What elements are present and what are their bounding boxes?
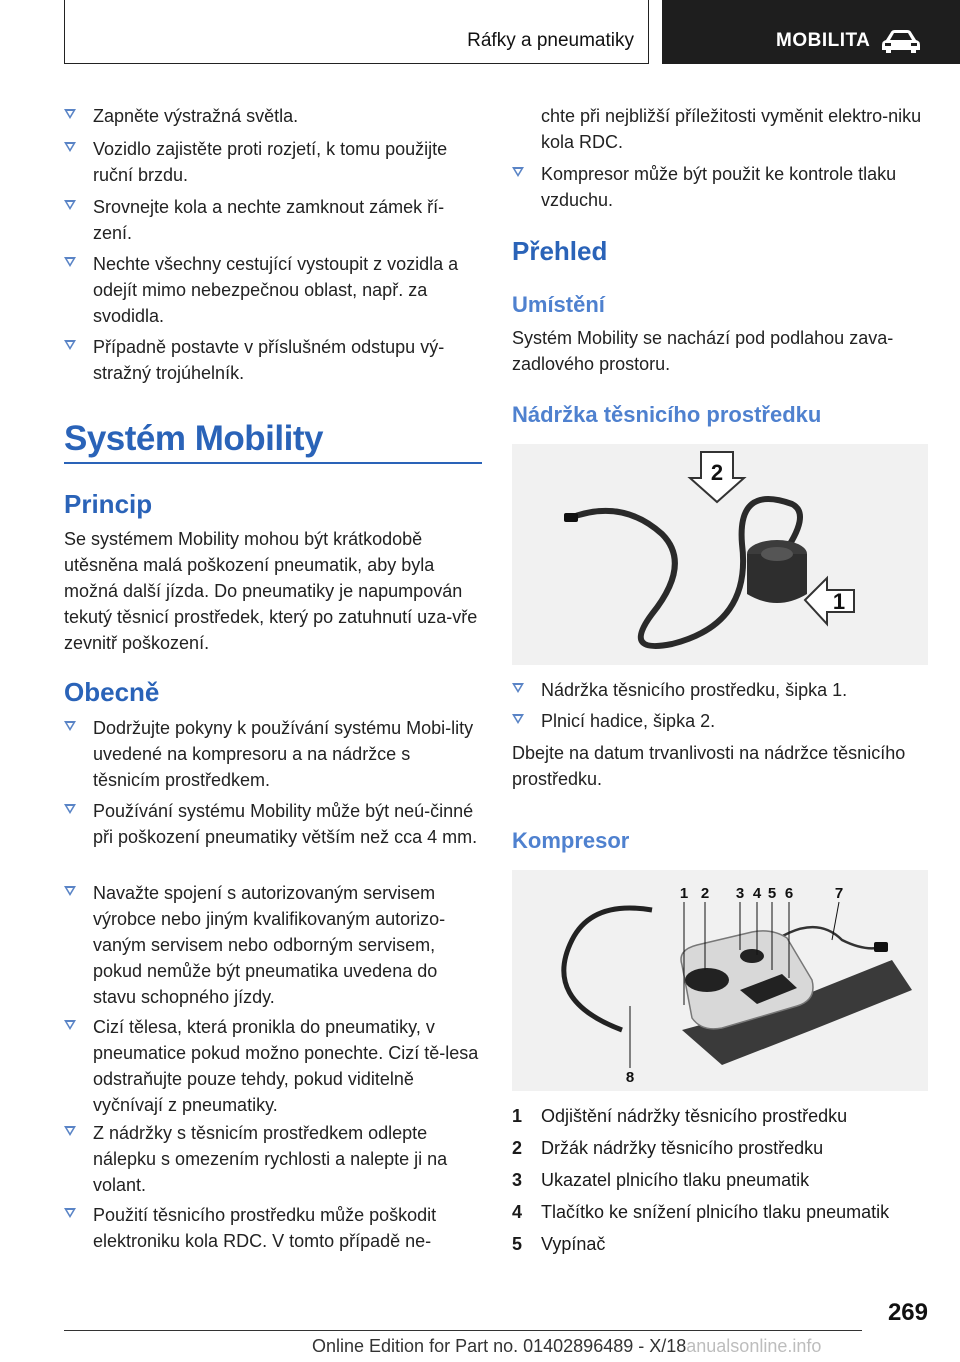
bullet-triangle-icon	[512, 714, 524, 724]
bullet-item: Z nádržky s těsnicím prostředkem odlepte nálepku s omezením rychlosti a nalepte ji na volant.	[64, 1120, 482, 1198]
bullet-triangle-icon	[64, 109, 76, 119]
bullet-item: Plnicí hadice, šipka 2.	[512, 708, 930, 734]
header-section-title: Ráfky a pneumatiky	[467, 30, 634, 51]
bullet-item: Kompresor může být použit ke kontrole tlaku vzduchu.	[512, 161, 930, 213]
bullet-triangle-icon	[64, 1126, 76, 1136]
bullet-triangle-icon	[64, 1020, 76, 1030]
page-number: 269	[887, 1299, 928, 1326]
principle-paragraph: Se systémem Mobility mohou být krátkodobě utěsněna malá poškození pneumatik, aby byla možná další jízda. Do pneumatiky je napumpován tekutý těsnicí prostředek, který po zatuhnutí uza-vře zevnitř poškození.	[64, 529, 478, 653]
footer-divider	[64, 1330, 862, 1331]
sealant-container-illustration	[512, 444, 928, 665]
bullet-item: Použití těsnicího prostředku může poškodit elektroniku kola RDC. V tomto případě ne-	[64, 1202, 482, 1254]
figure2-label-7: 7	[834, 885, 844, 902]
figure2-label-4: 4	[752, 885, 762, 902]
figure2-label-3: 3	[735, 885, 745, 902]
figure1-label-1: 1	[832, 589, 846, 614]
bullet-item: Nádržka těsnicího prostředku, šipka 1.	[512, 677, 930, 703]
sealant-container-figure	[512, 444, 928, 665]
figure2-label-5: 5	[767, 885, 777, 902]
bullet-item: Vozidlo zajistěte proti rozjetí, k tomu použijte ruční brzdu.	[64, 136, 482, 188]
bullet-item: Srovnejte kola a nechte zamknout zámek ří-zení.	[64, 194, 482, 246]
bullet-item: Cizí tělesa, která pronikla do pneumatiky, v pneumatice pokud možno ponechte. Cizí tě-lesa odstraňujte pouze tehdy, pokud viditelně vyčnívají z pneumatiky.	[64, 1014, 482, 1118]
bullet-triangle-icon	[64, 721, 76, 731]
bullet-triangle-icon	[64, 200, 76, 210]
car-icon	[880, 28, 922, 54]
figure2-label-6: 6	[784, 885, 794, 902]
bullet-item: Zapněte výstražná světla.	[64, 103, 482, 129]
general-heading: Obecně	[64, 677, 160, 707]
figure2-label-8: 8	[625, 1069, 635, 1086]
compressor-figure	[512, 870, 928, 1091]
bullet-item: Používání systému Mobility může být neú-činné při poškození pneumatiky větším než cca 4 mm.	[64, 798, 482, 850]
compressor-heading: Kompresor	[512, 828, 630, 853]
bullet-item: Dodržujte pokyny k používání systému Mobi-lity uvedené na kompresoru a na nádržce s těsnicím prostředkem.	[64, 715, 482, 793]
continuation-text: chte při nejbližší příležitosti vyměnit elektro-niku kola RDC.	[541, 106, 922, 152]
bullet-triangle-icon	[64, 1208, 76, 1218]
figure1-label-2: 2	[710, 460, 724, 485]
bullet-triangle-icon	[64, 804, 76, 814]
main-title-underline	[64, 462, 482, 464]
bullet-item: Nechte všechny cestující vystoupit z vozidla a odejít mimo nebezpečnou oblast, např. za svodidla.	[64, 251, 482, 329]
compressor-illustration	[512, 870, 928, 1091]
overview-heading: Přehled	[512, 236, 608, 266]
footer-edition: Online Edition for Part no. 01402896489 - X/18anualsonline.info	[312, 1336, 822, 1356]
footer-watermark: anualsonline.info	[686, 1336, 822, 1356]
principle-heading: Princip	[64, 489, 153, 519]
main-title: Systém Mobility	[64, 419, 323, 458]
header-chapter-title: MOBILITA	[776, 30, 871, 51]
location-paragraph: Systém Mobility se nachází pod podlahou zava-zadlového prostoru.	[512, 328, 894, 374]
bullet-triangle-icon	[64, 886, 76, 896]
header-section-box	[64, 0, 649, 64]
bullet-item: Navažte spojení s autorizovaným servisem výrobce nebo jiným kvalifikovaným autorizo-vaným servisem nebo odborným servisem, pokud nemůže být pneumatika uvedena do stavu schopného jízdy.	[64, 880, 482, 1010]
location-heading: Umístění	[512, 292, 605, 317]
bullet-triangle-icon	[64, 340, 76, 350]
bullet-triangle-icon	[512, 167, 524, 177]
container-note: Dbejte na datum trvanlivosti na nádržce těsnicího prostředku.	[512, 743, 906, 789]
figure2-label-2: 2	[700, 885, 710, 902]
header-chapter-box	[662, 0, 960, 64]
figure2-label-1: 1	[679, 885, 689, 902]
bullet-triangle-icon	[64, 142, 76, 152]
container-heading: Nádržka těsnicího prostředku	[512, 402, 822, 427]
bullet-item: Případně postavte v příslušném odstupu vý-stražný trojúhelník.	[64, 334, 482, 386]
bullet-triangle-icon	[512, 683, 524, 693]
bullet-triangle-icon	[64, 257, 76, 267]
